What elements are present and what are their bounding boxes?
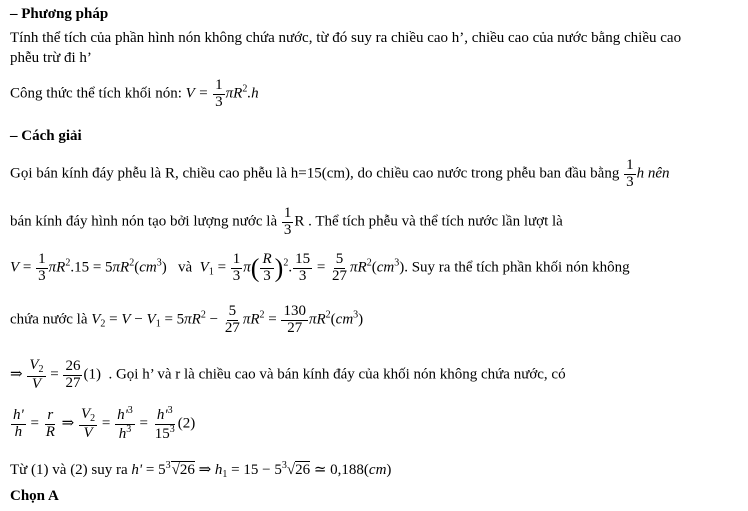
solution-line-2: bán kính đáy hình nón tạo bởi lượng nước là $\frac{1}{3}$ R . Thể tích phễu và thể tích nước lần lượt là <box>10 205 563 238</box>
solution-line-6: $\frac{h'}{h}$ = $\frac{r}{R}$ ⇒ $\frac{V_2}{V}$ = $\frac{h'^3}{h^3}$ = $\frac{h'^3}{15^3}$ (2) <box>13 405 196 442</box>
solution-line-4: chứa nước là $V_2 = V - V_1 = 5\pi R^2$ − $\frac{5}{27}$ $\pi R^2$ = $\frac{130}{27}$ $\pi R^2(cm^3)$ <box>10 303 364 336</box>
formula-fraction: $\frac{1}{3}$ <box>215 77 223 110</box>
solution-line-3: V = $\frac{1}{3}$ $\pi R^2.15 = 5\pi R^2(cm^3)$ và $V_1$ = $\frac{1}{3}$ π( $\frac{R}{3}$ )$^2$. $\frac{15}{3}$ = $\frac{5}{27}$ $\pi R^2(cm^3)$. Suy ra thể tích phần khối nón không <box>10 251 630 284</box>
solution-heading: – Cách giải <box>10 128 82 144</box>
formula-lhs: V = <box>185 85 213 102</box>
formula-line: Công thức thể tích khối nón: V = $\frac{1}{3}$ $\pi R^2.h$ <box>10 77 259 110</box>
solution-line-7: Từ (1) và (2) suy ra $h' = 5^3√26$ ⇒ $h_1 = 15 - 5^3√26$ ≃ 0,188(cm) <box>10 460 392 480</box>
formula-label: Công thức thể tích khối nón: <box>10 85 182 102</box>
method-text-line-2: phễu trừ đi h’ <box>10 50 92 66</box>
solution-line-1: Gọi bán kính đáy phễu là R, chiều cao phễu là h=15(cm), do chiều cao nước trong phễu ban đầu bằng $\frac{1}{3}$ h nên <box>10 157 670 190</box>
method-heading: – Phương pháp <box>10 6 109 22</box>
answer-label: Chọn A <box>10 488 59 504</box>
solution-line-5: ⇒ $\frac{V_2}{V}$ = $\frac{26}{27}$ (1) . Gọi h’ và r là chiều cao và bán kính đáy của khối nón không chứa nước, có <box>10 357 566 392</box>
method-text-line-1: Tính thể tích của phần hình nón không chứa nước, từ đó suy ra chiều cao h’, chiều cao của nước bằng chiều cao <box>10 30 682 46</box>
